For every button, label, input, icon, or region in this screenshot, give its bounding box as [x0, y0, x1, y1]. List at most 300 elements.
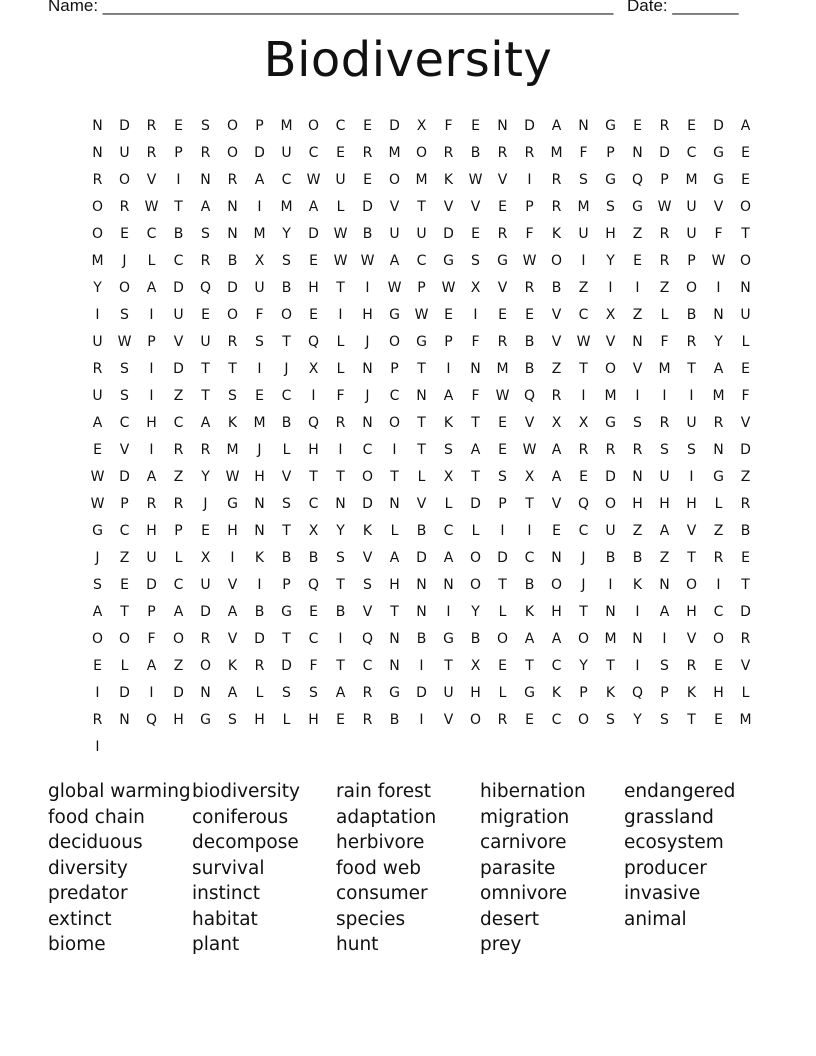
grid-letter: C — [578, 522, 589, 539]
grid-letter: T — [309, 468, 318, 485]
grid-letter: T — [687, 711, 696, 728]
grid-letter: B — [173, 225, 184, 242]
grid-letter: E — [309, 603, 318, 620]
grid-letter: S — [606, 711, 615, 728]
grid-letter: L — [282, 441, 291, 458]
header-line — [48, 0, 748, 20]
grid-letter: I — [95, 306, 100, 323]
grid-letter: C — [146, 225, 157, 242]
grid-letter: F — [471, 387, 480, 404]
grid-letter: I — [662, 630, 667, 647]
grid-letter: B — [362, 225, 373, 242]
grid-letter: X — [524, 468, 535, 485]
grid-letter: O — [118, 279, 131, 296]
grid-letter: O — [577, 630, 590, 647]
grid-letter: W — [414, 306, 429, 323]
grid-letter: D — [119, 117, 130, 134]
grid-letter: N — [659, 576, 670, 593]
grid-letter: N — [416, 576, 427, 593]
grid-letter: Z — [551, 360, 562, 377]
grid-letter: Y — [579, 657, 588, 674]
grid-letter: A — [470, 441, 481, 458]
grid-letter: H — [713, 684, 724, 701]
grid-letter: B — [524, 576, 535, 593]
grid-letter: P — [579, 684, 588, 701]
grid-letter: B — [740, 522, 751, 539]
grid-letter: Y — [336, 522, 345, 539]
grid-letter: O — [469, 549, 482, 566]
grid-letter: I — [257, 360, 262, 377]
grid-letter: B — [281, 549, 292, 566]
grid-letter: B — [470, 144, 481, 161]
grid-letter: E — [120, 576, 129, 593]
grid-letter: R — [146, 117, 157, 134]
grid-letter: E — [741, 549, 750, 566]
grid-letter: P — [390, 360, 399, 377]
word-list-item: species — [336, 908, 406, 930]
grid-letter: U — [173, 306, 184, 323]
grid-letter: U — [578, 225, 589, 242]
grid-letter: P — [606, 144, 615, 161]
grid-letter: B — [389, 711, 400, 728]
grid-letter: I — [338, 630, 343, 647]
letter-grid — [84, 112, 759, 760]
grid-letter: W — [333, 252, 348, 269]
grid-letter: I — [608, 576, 613, 593]
grid-letter: C — [551, 657, 562, 674]
grid-letter: N — [389, 657, 400, 674]
grid-letter: F — [309, 657, 318, 674]
word-list-item: global warming — [48, 781, 191, 802]
grid-letter: K — [524, 603, 535, 620]
word-list-item: grassland — [624, 806, 714, 828]
grid-letter: D — [470, 495, 481, 512]
grid-letter: I — [689, 468, 694, 485]
grid-letter: I — [149, 360, 154, 377]
grid-letter: K — [686, 684, 697, 701]
grid-letter: S — [201, 225, 210, 242]
grid-letter: K — [632, 576, 643, 593]
grid-letter: L — [714, 495, 723, 512]
grid-letter: P — [417, 279, 426, 296]
grid-letter: T — [741, 576, 750, 593]
grid-letter: L — [147, 252, 156, 269]
grid-letter: F — [660, 333, 669, 350]
grid-letter: D — [308, 225, 319, 242]
word-list-item: parasite — [480, 857, 556, 879]
word-list-item: food chain — [48, 806, 145, 828]
grid-letter: Q — [577, 495, 590, 512]
grid-letter: W — [90, 495, 105, 512]
grid-letter: R — [200, 252, 211, 269]
grid-letter: N — [416, 603, 427, 620]
grid-letter: S — [498, 468, 507, 485]
grid-letter: A — [227, 684, 238, 701]
grid-letter: T — [174, 198, 183, 215]
grid-letter: R — [524, 144, 535, 161]
grid-letter: F — [336, 387, 345, 404]
grid-letter: N — [632, 630, 643, 647]
grid-letter: W — [333, 225, 348, 242]
grid-letter: D — [173, 279, 184, 296]
grid-letter: I — [95, 738, 100, 755]
grid-letter: N — [254, 495, 265, 512]
grid-letter: O — [91, 198, 104, 215]
grid-letter: W — [711, 252, 726, 269]
grid-letter: N — [254, 522, 265, 539]
grid-letter: L — [390, 522, 399, 539]
grid-letter: L — [282, 711, 291, 728]
grid-letter: V — [713, 198, 724, 215]
grid-letter: I — [149, 306, 154, 323]
grid-letter: N — [119, 711, 130, 728]
grid-letter: O — [118, 171, 131, 188]
grid-letter: W — [522, 252, 537, 269]
grid-letter: A — [254, 171, 265, 188]
grid-letter: M — [253, 414, 266, 431]
word-list-item: invasive — [624, 883, 701, 904]
grid-letter: T — [417, 198, 426, 215]
grid-letter: Q — [307, 576, 320, 593]
grid-letter: M — [280, 198, 293, 215]
grid-letter: I — [635, 657, 640, 674]
grid-letter: A — [443, 387, 454, 404]
grid-letter: W — [360, 252, 375, 269]
grid-letter: G — [443, 630, 454, 647]
grid-letter: T — [390, 603, 399, 620]
grid-letter: R — [92, 711, 103, 728]
grid-letter: G — [389, 684, 400, 701]
grid-letter: E — [498, 657, 507, 674]
grid-letter: Q — [145, 711, 158, 728]
grid-letter: U — [389, 225, 400, 242]
grid-letter: M — [658, 360, 671, 377]
grid-letter: E — [363, 171, 372, 188]
grid-letter: C — [281, 387, 292, 404]
grid-letter: R — [578, 441, 589, 458]
word-list-item: food web — [336, 857, 422, 879]
grid-letter: O — [550, 576, 563, 593]
word-list-item: biome — [48, 934, 106, 955]
grid-letter: I — [581, 387, 586, 404]
grid-letter: O — [604, 495, 617, 512]
grid-letter: R — [497, 711, 508, 728]
grid-letter: B — [632, 549, 643, 566]
grid-letter: E — [201, 522, 210, 539]
grid-letter: B — [416, 522, 427, 539]
grid-letter: C — [551, 711, 562, 728]
grid-letter: C — [389, 387, 400, 404]
grid-letter: M — [415, 171, 428, 188]
grid-letter: P — [147, 333, 156, 350]
grid-letter: T — [201, 387, 210, 404]
grid-letter: I — [338, 306, 343, 323]
grid-letter: D — [740, 603, 751, 620]
grid-letter: I — [392, 441, 397, 458]
grid-letter: K — [254, 549, 265, 566]
grid-letter: T — [471, 414, 480, 431]
grid-letter: L — [120, 657, 129, 674]
grid-letter: N — [335, 495, 346, 512]
grid-letter: E — [579, 468, 588, 485]
grid-letter: V — [686, 630, 697, 647]
grid-letter: N — [632, 144, 643, 161]
grid-letter: R — [173, 495, 184, 512]
grid-letter: I — [257, 576, 262, 593]
grid-letter: A — [173, 603, 184, 620]
grid-letter: B — [335, 603, 346, 620]
grid-letter: T — [525, 495, 534, 512]
grid-letter: N — [92, 144, 103, 161]
grid-letter: S — [363, 576, 372, 593]
grid-letter: R — [254, 657, 265, 674]
grid-letter: D — [362, 495, 373, 512]
grid-letter: R — [659, 225, 670, 242]
grid-letter: P — [174, 144, 183, 161]
grid-letter: M — [712, 387, 725, 404]
grid-letter: R — [200, 630, 211, 647]
grid-letter: I — [527, 522, 532, 539]
grid-letter: Q — [361, 630, 374, 647]
grid-letter: Y — [93, 279, 102, 296]
grid-letter: R — [551, 171, 562, 188]
grid-letter: Q — [307, 333, 320, 350]
grid-letter: J — [95, 549, 100, 566]
grid-letter: S — [309, 684, 318, 701]
grid-letter: C — [524, 549, 535, 566]
grid-letter: N — [443, 576, 454, 593]
grid-letter: V — [497, 279, 508, 296]
grid-letter: U — [443, 684, 454, 701]
grid-letter: T — [498, 576, 507, 593]
grid-letter: A — [146, 468, 157, 485]
grid-letter: V — [524, 414, 535, 431]
grid-letter: C — [686, 144, 697, 161]
grid-letter: V — [497, 171, 508, 188]
grid-letter: N — [389, 630, 400, 647]
grid-letter: R — [227, 171, 238, 188]
grid-letter: R — [659, 414, 670, 431]
grid-letter: W — [90, 468, 105, 485]
word-list-empty — [624, 932, 768, 958]
word-list-item: hibernation — [480, 781, 586, 802]
grid-letter: E — [363, 117, 372, 134]
grid-letter: V — [362, 603, 373, 620]
grid-letter: G — [524, 684, 535, 701]
grid-letter: E — [552, 522, 561, 539]
grid-letter: I — [716, 279, 721, 296]
grid-letter: S — [120, 360, 129, 377]
grid-letter: V — [551, 495, 562, 512]
grid-letter: I — [365, 279, 370, 296]
grid-letter: M — [388, 144, 401, 161]
grid-letter: I — [473, 306, 478, 323]
grid-letter: T — [336, 468, 345, 485]
grid-letter: R — [362, 684, 373, 701]
grid-letter: R — [713, 549, 724, 566]
grid-letter: X — [551, 414, 562, 431]
grid-letter: M — [280, 117, 293, 134]
grid-letter: N — [92, 117, 103, 134]
grid-letter: G — [281, 603, 292, 620]
grid-letter: U — [200, 333, 211, 350]
grid-letter: R — [92, 171, 103, 188]
grid-letter: I — [662, 387, 667, 404]
grid-letter: I — [500, 522, 505, 539]
grid-letter: Z — [632, 306, 643, 323]
grid-letter: H — [686, 603, 697, 620]
grid-letter: R — [740, 495, 751, 512]
grid-letter: M — [739, 711, 752, 728]
grid-letter: U — [281, 144, 292, 161]
grid-letter: L — [336, 360, 345, 377]
grid-letter: I — [230, 549, 235, 566]
grid-letter: N — [578, 117, 589, 134]
grid-letter: O — [388, 171, 401, 188]
grid-letter: C — [173, 252, 184, 269]
grid-letter: S — [201, 117, 210, 134]
grid-letter: W — [144, 198, 159, 215]
grid-letter: R — [497, 333, 508, 350]
grid-letter: D — [119, 684, 130, 701]
grid-letter: C — [308, 630, 319, 647]
grid-letter: B — [524, 360, 535, 377]
grid-letter: H — [227, 522, 238, 539]
grid-letter: P — [687, 252, 696, 269]
grid-letter: U — [146, 549, 157, 566]
grid-letter: K — [227, 657, 238, 674]
grid-letter: V — [119, 441, 130, 458]
grid-letter: K — [362, 522, 373, 539]
grid-letter: E — [444, 306, 453, 323]
grid-letter: G — [632, 198, 643, 215]
grid-letter: I — [689, 387, 694, 404]
name-field-label[interactable]: Name: ______________________________________________________ — [48, 0, 614, 15]
word-list-item: ecosystem — [624, 832, 724, 853]
grid-letter: H — [308, 711, 319, 728]
grid-letter: U — [416, 225, 427, 242]
grid-letter: E — [525, 711, 534, 728]
word-list-item: coniferous — [192, 806, 289, 828]
grid-letter: D — [173, 360, 184, 377]
grid-letter: O — [226, 117, 239, 134]
grid-letter: X — [605, 306, 616, 323]
grid-letter: B — [686, 306, 697, 323]
grid-letter: E — [120, 225, 129, 242]
grid-letter: R — [362, 711, 373, 728]
grid-letter: A — [551, 441, 562, 458]
grid-letter: W — [387, 279, 402, 296]
grid-letter: S — [282, 252, 291, 269]
grid-letter: L — [741, 684, 750, 701]
grid-letter: B — [470, 630, 481, 647]
grid-letter: N — [497, 117, 508, 134]
grid-letter: F — [471, 333, 480, 350]
grid-letter: P — [174, 522, 183, 539]
grid-letter: X — [470, 657, 481, 674]
grid-letter: W — [441, 279, 456, 296]
grid-letter: Z — [578, 279, 589, 296]
grid-letter: I — [608, 279, 613, 296]
grid-letter: T — [282, 522, 291, 539]
grid-letter: G — [227, 495, 238, 512]
grid-letter: P — [120, 495, 129, 512]
grid-letter: R — [497, 225, 508, 242]
grid-letter: O — [91, 225, 104, 242]
grid-letter: I — [419, 657, 424, 674]
grid-letter: P — [660, 171, 669, 188]
grid-letter: A — [740, 117, 751, 134]
grid-letter: E — [741, 144, 750, 161]
grid-letter: I — [176, 171, 181, 188]
word-list-item: consumer — [336, 883, 428, 904]
grid-letter: D — [389, 117, 400, 134]
grid-letter: G — [605, 171, 616, 188]
grid-letter: O — [199, 657, 212, 674]
grid-letter: H — [551, 603, 562, 620]
grid-letter: B — [308, 549, 319, 566]
grid-letter: A — [551, 468, 562, 485]
grid-letter: N — [632, 333, 643, 350]
grid-letter: L — [417, 468, 426, 485]
grid-letter: S — [687, 441, 696, 458]
grid-letter: F — [579, 144, 588, 161]
date-field-label[interactable]: Date: _______ — [627, 0, 739, 15]
grid-letter: B — [281, 279, 292, 296]
grid-letter: V — [281, 468, 292, 485]
grid-letter: A — [551, 117, 562, 134]
grid-letter: E — [93, 657, 102, 674]
grid-letter: B — [254, 603, 265, 620]
grid-letter: F — [147, 630, 156, 647]
grid-letter: E — [498, 198, 507, 215]
word-list-item: omnivore — [480, 883, 568, 904]
word-list-item: desert — [480, 908, 540, 930]
grid-letter: C — [335, 117, 346, 134]
grid-letter: T — [390, 468, 399, 485]
grid-letter: Q — [199, 279, 212, 296]
grid-letter: O — [469, 711, 482, 728]
grid-letter: S — [255, 333, 264, 350]
grid-letter: M — [577, 198, 590, 215]
grid-letter: N — [632, 468, 643, 485]
grid-letter: T — [417, 360, 426, 377]
grid-letter: O — [550, 252, 563, 269]
grid-letter: T — [741, 225, 750, 242]
grid-letter: E — [633, 252, 642, 269]
grid-letter: H — [605, 225, 616, 242]
grid-letter: J — [581, 549, 586, 566]
grid-letter: J — [257, 441, 262, 458]
grid-letter: Z — [713, 522, 724, 539]
grid-letter: A — [308, 198, 319, 215]
grid-letter: V — [416, 495, 427, 512]
grid-letter: C — [281, 171, 292, 188]
grid-letter: Z — [173, 387, 184, 404]
grid-letter: D — [281, 657, 292, 674]
grid-letter: S — [120, 306, 129, 323]
grid-letter: H — [146, 414, 157, 431]
grid-letter: N — [713, 441, 724, 458]
grid-letter: S — [336, 549, 345, 566]
grid-letter: E — [309, 306, 318, 323]
grid-letter: K — [551, 225, 562, 242]
word-list-item: carnivore — [480, 832, 567, 853]
word-list-item: herbivore — [336, 832, 425, 853]
grid-letter: G — [713, 468, 724, 485]
grid-letter: C — [173, 576, 184, 593]
grid-letter: W — [468, 171, 483, 188]
